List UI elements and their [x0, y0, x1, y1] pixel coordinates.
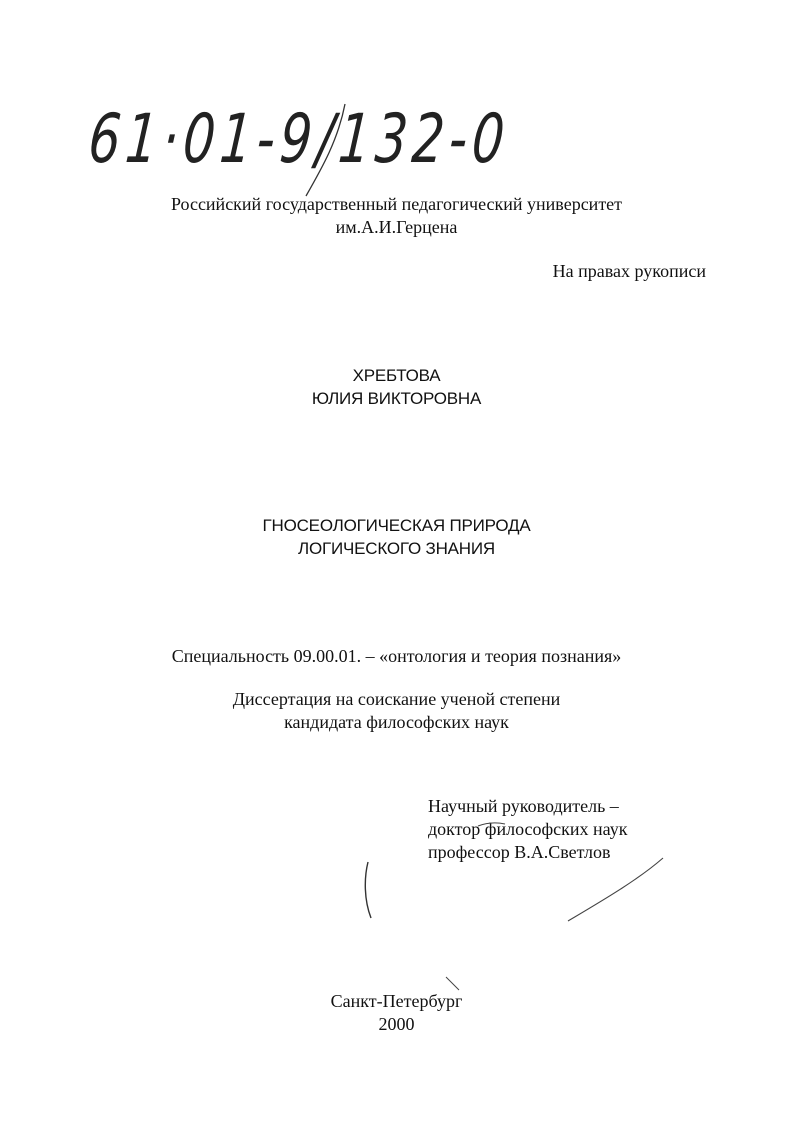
- author-given-names: ЮЛИЯ ВИКТОРОВНА: [311, 389, 482, 408]
- pen-stroke-small: [446, 977, 459, 990]
- handwritten-catalog-number: 61·01-9/132-0: [85, 100, 513, 179]
- degree-statement-line2: кандидата философских наук: [284, 712, 509, 732]
- degree-statement-line1: Диссертация на соискание ученой степени: [232, 689, 561, 709]
- author-surname: ХРЕБТОВА: [352, 366, 441, 385]
- dissertation-title-line2: ЛОГИЧЕСКОГО ЗНАНИЯ: [298, 539, 495, 558]
- institution-dedication: им.А.И.Герцена: [335, 217, 458, 237]
- dissertation-title-line1: ГНОСЕОЛОГИЧЕСКАЯ ПРИРОДА: [262, 516, 531, 535]
- specialty: Специальность 09.00.01. – «онтология и теория познания»: [171, 646, 622, 666]
- pen-stroke-strike: [478, 823, 505, 826]
- pen-stroke-top: [306, 104, 345, 196]
- supervisor-degree: доктор философских наук: [428, 819, 628, 839]
- supervisor-name: профессор В.А.Светлов: [428, 842, 611, 862]
- footer-year: 2000: [378, 1014, 415, 1034]
- pen-stroke-left: [365, 862, 371, 918]
- rights-notice: На правах рукописи: [552, 261, 706, 281]
- supervisor-role: Научный руководитель –: [428, 796, 619, 816]
- pen-stroke-signature: [568, 858, 663, 921]
- footer-city: Санкт-Петербург: [330, 991, 463, 1011]
- institution-name: Российский государственный педагогический университет: [170, 194, 623, 214]
